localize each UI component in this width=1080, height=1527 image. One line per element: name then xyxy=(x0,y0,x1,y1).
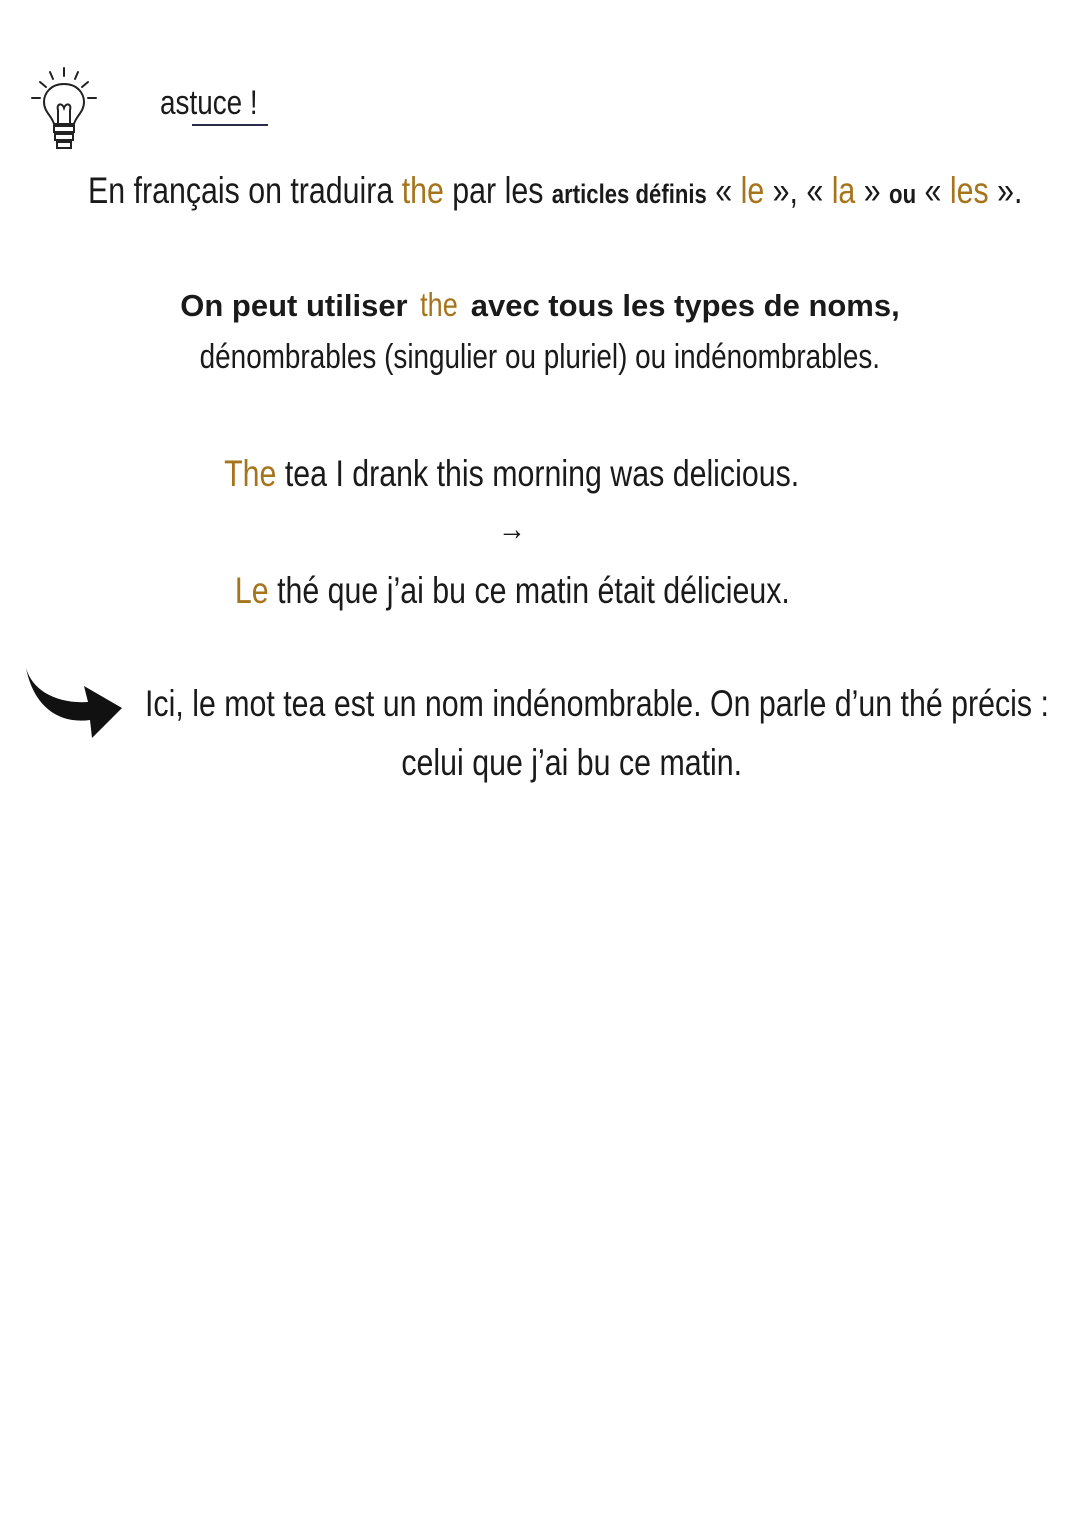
note-text: celui que j’ai bu ce matin. xyxy=(401,742,743,783)
rule-subtitle xyxy=(0,338,1080,377)
heading-text: On peut utiliser xyxy=(180,288,417,323)
arrow-glyph: → xyxy=(498,510,526,548)
heading-text: avec tous les types de noms, xyxy=(462,288,900,323)
ou-bold: ou xyxy=(889,179,917,209)
highlight-les: les xyxy=(949,170,989,211)
intro-text: par les xyxy=(443,170,552,211)
note-line-2 xyxy=(32,742,1080,784)
rule-heading xyxy=(0,286,1080,324)
tip-underline xyxy=(192,124,268,126)
quote: ». xyxy=(988,170,1023,211)
example-text: thé que j’ai bu ce matin était délicieux. xyxy=(268,570,790,611)
example-english xyxy=(0,453,1052,495)
quote: », « xyxy=(764,170,832,211)
highlight-the: The xyxy=(224,453,277,494)
highlight-the: the xyxy=(420,286,458,323)
tip-label: astuce ! xyxy=(160,84,258,122)
highlight-the: the xyxy=(401,170,444,211)
example-text: tea I drank this morning was delicious. xyxy=(276,453,800,494)
curved-arrow-icon xyxy=(22,664,126,740)
intro-sentence xyxy=(88,170,1022,212)
quote: « xyxy=(916,170,950,211)
intro-text: En français on traduira xyxy=(88,170,402,211)
quote: » xyxy=(855,170,890,211)
highlight-le: le xyxy=(740,170,765,211)
articles-definis-bold: articles définis xyxy=(551,179,707,209)
example-french xyxy=(0,570,1052,612)
quote: « xyxy=(706,170,741,211)
highlight-la: la xyxy=(831,170,856,211)
subtitle-text: dénombrables (singulier ou pluriel) ou indénombrables. xyxy=(199,338,881,376)
lightbulb-icon xyxy=(28,62,100,158)
note-line-1: Ici, le mot tea est un nom indénombrable. On parle d’un thé précis : xyxy=(145,683,1049,724)
translation-arrow xyxy=(0,510,1052,549)
highlight-le: Le xyxy=(234,570,269,611)
